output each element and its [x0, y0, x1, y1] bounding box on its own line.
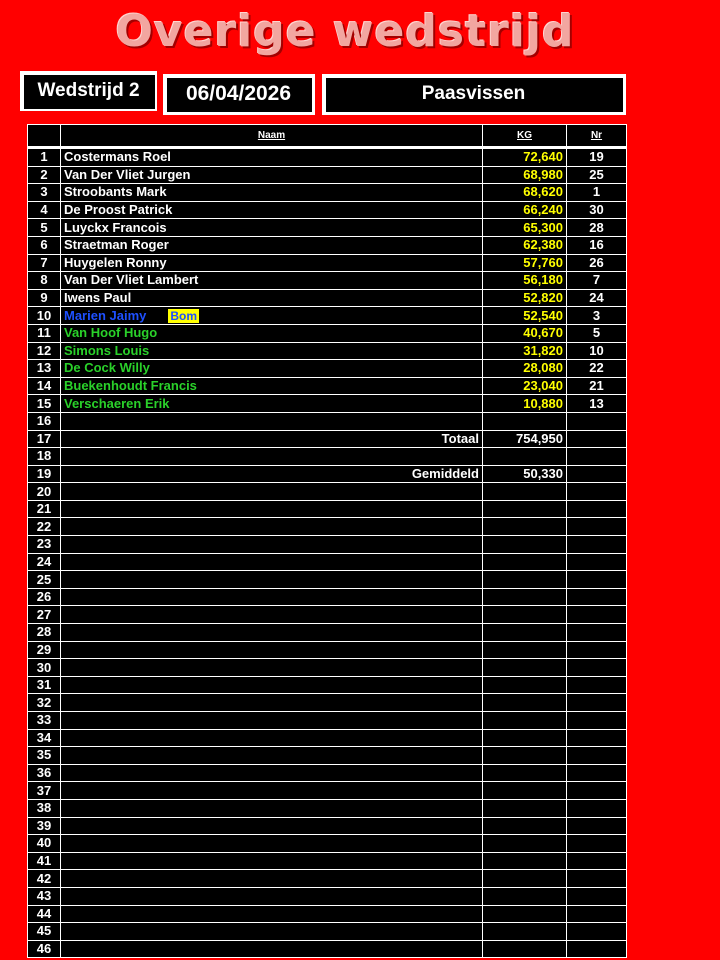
spot-number [567, 659, 627, 677]
table-row [28, 536, 627, 554]
participant-name [61, 236, 483, 254]
bonus-tag: Bom [170, 308, 198, 323]
table-row [28, 817, 627, 835]
participant-name [61, 518, 483, 536]
participant-name [61, 659, 483, 677]
table-row [28, 483, 627, 501]
row-number: 30 [28, 659, 61, 677]
spot-number [567, 905, 627, 923]
spot-number [567, 624, 627, 642]
weight-kg: 40,670 [483, 324, 567, 342]
table-row [28, 712, 627, 730]
participant-name [61, 360, 483, 378]
spot-number [567, 729, 627, 747]
row-number: 11 [28, 324, 61, 342]
spot-number [567, 641, 627, 659]
weight-kg [483, 606, 567, 624]
weight-kg [483, 412, 567, 430]
weight-kg [483, 747, 567, 765]
table-row [28, 307, 627, 325]
weight-kg: 68,980 [483, 166, 567, 184]
table-row [28, 219, 627, 237]
row-number: 36 [28, 764, 61, 782]
participant-name-text: Van Hoof Hugo [64, 325, 158, 341]
weight-kg [483, 887, 567, 905]
table-row [28, 448, 627, 466]
row-number: 3 [28, 184, 61, 202]
participant-name [61, 448, 483, 466]
column-header-kg: KG [483, 125, 567, 148]
participant-name-text: Costermans Roel [64, 149, 171, 165]
participant-name [61, 852, 483, 870]
weight-kg [483, 852, 567, 870]
participant-name [61, 166, 483, 184]
spot-number [567, 553, 627, 571]
row-number: 28 [28, 624, 61, 642]
spot-number [567, 606, 627, 624]
spot-number: 3 [567, 307, 627, 325]
weight-kg: 10,880 [483, 395, 567, 413]
row-number: 33 [28, 712, 61, 730]
table-row [28, 289, 627, 307]
row-number: 32 [28, 694, 61, 712]
weight-kg: 754,950 [483, 430, 567, 448]
table-row [28, 553, 627, 571]
participant-name [61, 412, 483, 430]
weight-kg [483, 500, 567, 518]
spot-number [567, 571, 627, 589]
spot-number [567, 782, 627, 800]
participant-name [61, 184, 483, 202]
row-number: 19 [28, 465, 61, 483]
table-row [28, 571, 627, 589]
table-row [28, 430, 627, 448]
spot-number: 16 [567, 236, 627, 254]
row-number: 5 [28, 219, 61, 237]
table-row [28, 465, 627, 483]
table-row [28, 747, 627, 765]
row-number: 9 [28, 289, 61, 307]
participant-name [61, 201, 483, 219]
weight-kg: 72,640 [483, 148, 567, 167]
table-row [28, 694, 627, 712]
table-row [28, 500, 627, 518]
row-number: 12 [28, 342, 61, 360]
table-row [28, 254, 627, 272]
row-number: 41 [28, 852, 61, 870]
participant-name [61, 536, 483, 554]
event-label: Paasvissen [322, 74, 626, 115]
weight-kg [483, 588, 567, 606]
participant-name [61, 940, 483, 958]
row-number: 7 [28, 254, 61, 272]
spot-number [567, 747, 627, 765]
weight-kg: 65,300 [483, 219, 567, 237]
table-row [28, 272, 627, 290]
spot-number [567, 852, 627, 870]
weight-kg: 68,620 [483, 184, 567, 202]
row-number: 31 [28, 676, 61, 694]
table-row [28, 835, 627, 853]
participant-name [61, 694, 483, 712]
row-number: 43 [28, 887, 61, 905]
participant-name-text: Iwens Paul [64, 290, 132, 306]
weight-kg [483, 940, 567, 958]
weight-kg: 23,040 [483, 377, 567, 395]
participant-name [61, 817, 483, 835]
weight-kg: 56,180 [483, 272, 567, 290]
weight-kg: 31,820 [483, 342, 567, 360]
weight-kg [483, 817, 567, 835]
table-row [28, 940, 627, 958]
spot-number: 25 [567, 166, 627, 184]
table-row [28, 342, 627, 360]
row-number: 40 [28, 835, 61, 853]
table-row [28, 799, 627, 817]
weight-kg [483, 729, 567, 747]
row-number: 10 [28, 307, 61, 325]
participant-name [61, 835, 483, 853]
spot-number [567, 923, 627, 941]
row-number: 24 [28, 553, 61, 571]
table-row [28, 606, 627, 624]
participant-name-text: Simons Louis [64, 342, 150, 358]
participant-name [61, 870, 483, 888]
table-row [28, 588, 627, 606]
row-number: 35 [28, 747, 61, 765]
table-row [28, 659, 627, 677]
spot-number [567, 536, 627, 554]
results-table [27, 124, 627, 958]
weight-kg [483, 782, 567, 800]
row-number: 15 [28, 395, 61, 413]
spot-number [567, 712, 627, 730]
table-row [28, 852, 627, 870]
row-number: 27 [28, 606, 61, 624]
spot-number: 5 [567, 324, 627, 342]
participant-name [61, 782, 483, 800]
participant-name-text: Van Der Vliet Jurgen [64, 166, 191, 182]
weight-kg [483, 923, 567, 941]
participant-name [61, 624, 483, 642]
weight-kg [483, 835, 567, 853]
table-row [28, 782, 627, 800]
participant-name-text: Buekenhoudt Francis [64, 378, 197, 394]
row-number: 16 [28, 412, 61, 430]
spot-number [567, 430, 627, 448]
spot-number [567, 694, 627, 712]
row-number: 13 [28, 360, 61, 378]
spot-number [567, 870, 627, 888]
table-row [28, 641, 627, 659]
table-row [28, 870, 627, 888]
weight-kg [483, 694, 567, 712]
summary-label: Totaal [61, 430, 483, 448]
spot-number: 19 [567, 148, 627, 167]
table-row [28, 166, 627, 184]
row-number: 22 [28, 518, 61, 536]
participant-name-text: Verschaeren Erik [64, 395, 170, 411]
spot-number: 1 [567, 184, 627, 202]
participant-name [61, 324, 483, 342]
spot-number: 22 [567, 360, 627, 378]
participant-name [61, 483, 483, 501]
participant-name-text: Luyckx Francois [64, 219, 167, 235]
table-row [28, 729, 627, 747]
column-header-index [28, 125, 61, 148]
weight-kg [483, 536, 567, 554]
spot-number [567, 817, 627, 835]
participant-name [61, 923, 483, 941]
spot-number: 26 [567, 254, 627, 272]
table-row [28, 377, 627, 395]
weight-kg: 52,820 [483, 289, 567, 307]
table-row [28, 676, 627, 694]
participant-name [61, 676, 483, 694]
weight-kg: 66,240 [483, 201, 567, 219]
weight-kg [483, 676, 567, 694]
table-row [28, 518, 627, 536]
participant-name-text: De Proost Patrick [64, 202, 173, 218]
spot-number [567, 588, 627, 606]
weight-kg [483, 624, 567, 642]
table-row [28, 236, 627, 254]
spot-number [567, 500, 627, 518]
row-number: 4 [28, 201, 61, 219]
spot-number [567, 483, 627, 501]
row-number: 2 [28, 166, 61, 184]
spot-number [567, 518, 627, 536]
row-number: 45 [28, 923, 61, 941]
table-header-row [28, 125, 627, 148]
participant-name [61, 887, 483, 905]
row-number: 29 [28, 641, 61, 659]
participant-name-text: Stroobants Mark [64, 184, 167, 200]
row-number: 17 [28, 430, 61, 448]
participant-name [61, 219, 483, 237]
row-number: 46 [28, 940, 61, 958]
participant-name [61, 747, 483, 765]
weight-kg [483, 905, 567, 923]
spot-number: 7 [567, 272, 627, 290]
spot-number [567, 448, 627, 466]
participant-name [61, 307, 483, 325]
spot-number [567, 465, 627, 483]
weight-kg: 28,080 [483, 360, 567, 378]
row-number: 44 [28, 905, 61, 923]
date-label: 06/04/2026 [163, 74, 315, 115]
spot-number: 13 [567, 395, 627, 413]
participant-name [61, 588, 483, 606]
participant-name [61, 500, 483, 518]
table-row [28, 905, 627, 923]
row-number: 14 [28, 377, 61, 395]
table-row [28, 887, 627, 905]
weight-kg [483, 764, 567, 782]
weight-kg [483, 641, 567, 659]
row-number: 20 [28, 483, 61, 501]
table-row [28, 395, 627, 413]
participant-name [61, 606, 483, 624]
weight-kg: 62,380 [483, 236, 567, 254]
row-number: 42 [28, 870, 61, 888]
row-number: 1 [28, 148, 61, 167]
participant-name [61, 553, 483, 571]
participant-name [61, 395, 483, 413]
table-row [28, 624, 627, 642]
participant-name [61, 799, 483, 817]
participant-name [61, 342, 483, 360]
participant-name-text: Marien Jaimy [64, 307, 147, 323]
weight-kg [483, 799, 567, 817]
row-number: 18 [28, 448, 61, 466]
table-row [28, 412, 627, 430]
weight-kg [483, 483, 567, 501]
participant-name [61, 641, 483, 659]
weight-kg [483, 553, 567, 571]
spot-number: 28 [567, 219, 627, 237]
spot-number: 30 [567, 201, 627, 219]
row-number: 23 [28, 536, 61, 554]
participant-name-text: Straetman Roger [64, 237, 169, 253]
table-row [28, 201, 627, 219]
row-number: 34 [28, 729, 61, 747]
participant-name-text: Van Der Vliet Lambert [64, 272, 199, 288]
column-header-nr: Nr [567, 125, 627, 148]
spot-number: 24 [567, 289, 627, 307]
weight-kg [483, 518, 567, 536]
spot-number [567, 799, 627, 817]
row-number: 8 [28, 272, 61, 290]
column-header-name: Naam [61, 125, 483, 148]
weight-kg: 52,540 [483, 307, 567, 325]
participant-name [61, 289, 483, 307]
weight-kg: 57,760 [483, 254, 567, 272]
spot-number [567, 835, 627, 853]
table-row [28, 360, 627, 378]
participant-name [61, 729, 483, 747]
participant-name-text: De Cock Willy [64, 360, 150, 376]
spot-number: 21 [567, 377, 627, 395]
row-number: 38 [28, 799, 61, 817]
table-row [28, 184, 627, 202]
weight-kg [483, 571, 567, 589]
weight-kg [483, 659, 567, 677]
participant-name-text: Huygelen Ronny [64, 254, 167, 270]
weight-kg [483, 712, 567, 730]
participant-name [61, 272, 483, 290]
table-row [28, 148, 627, 167]
participant-name [61, 571, 483, 589]
spot-number: 10 [567, 342, 627, 360]
table-row [28, 923, 627, 941]
spot-number [567, 940, 627, 958]
table-row [28, 324, 627, 342]
match-label: Wedstrijd 2 [20, 71, 157, 111]
row-number: 6 [28, 236, 61, 254]
row-number: 25 [28, 571, 61, 589]
table-row [28, 764, 627, 782]
weight-kg [483, 870, 567, 888]
participant-name [61, 148, 483, 167]
row-number: 26 [28, 588, 61, 606]
spot-number [567, 676, 627, 694]
spot-number [567, 412, 627, 430]
participant-name [61, 764, 483, 782]
summary-label: Gemiddeld [61, 465, 483, 483]
spot-number [567, 764, 627, 782]
weight-kg [483, 448, 567, 466]
row-number: 37 [28, 782, 61, 800]
participant-name [61, 377, 483, 395]
row-number: 21 [28, 500, 61, 518]
weight-kg: 50,330 [483, 465, 567, 483]
row-number: 39 [28, 817, 61, 835]
participant-name [61, 254, 483, 272]
spot-number [567, 887, 627, 905]
participant-name [61, 905, 483, 923]
page-title: Overige wedstrijd [115, 6, 575, 57]
participant-name [61, 712, 483, 730]
